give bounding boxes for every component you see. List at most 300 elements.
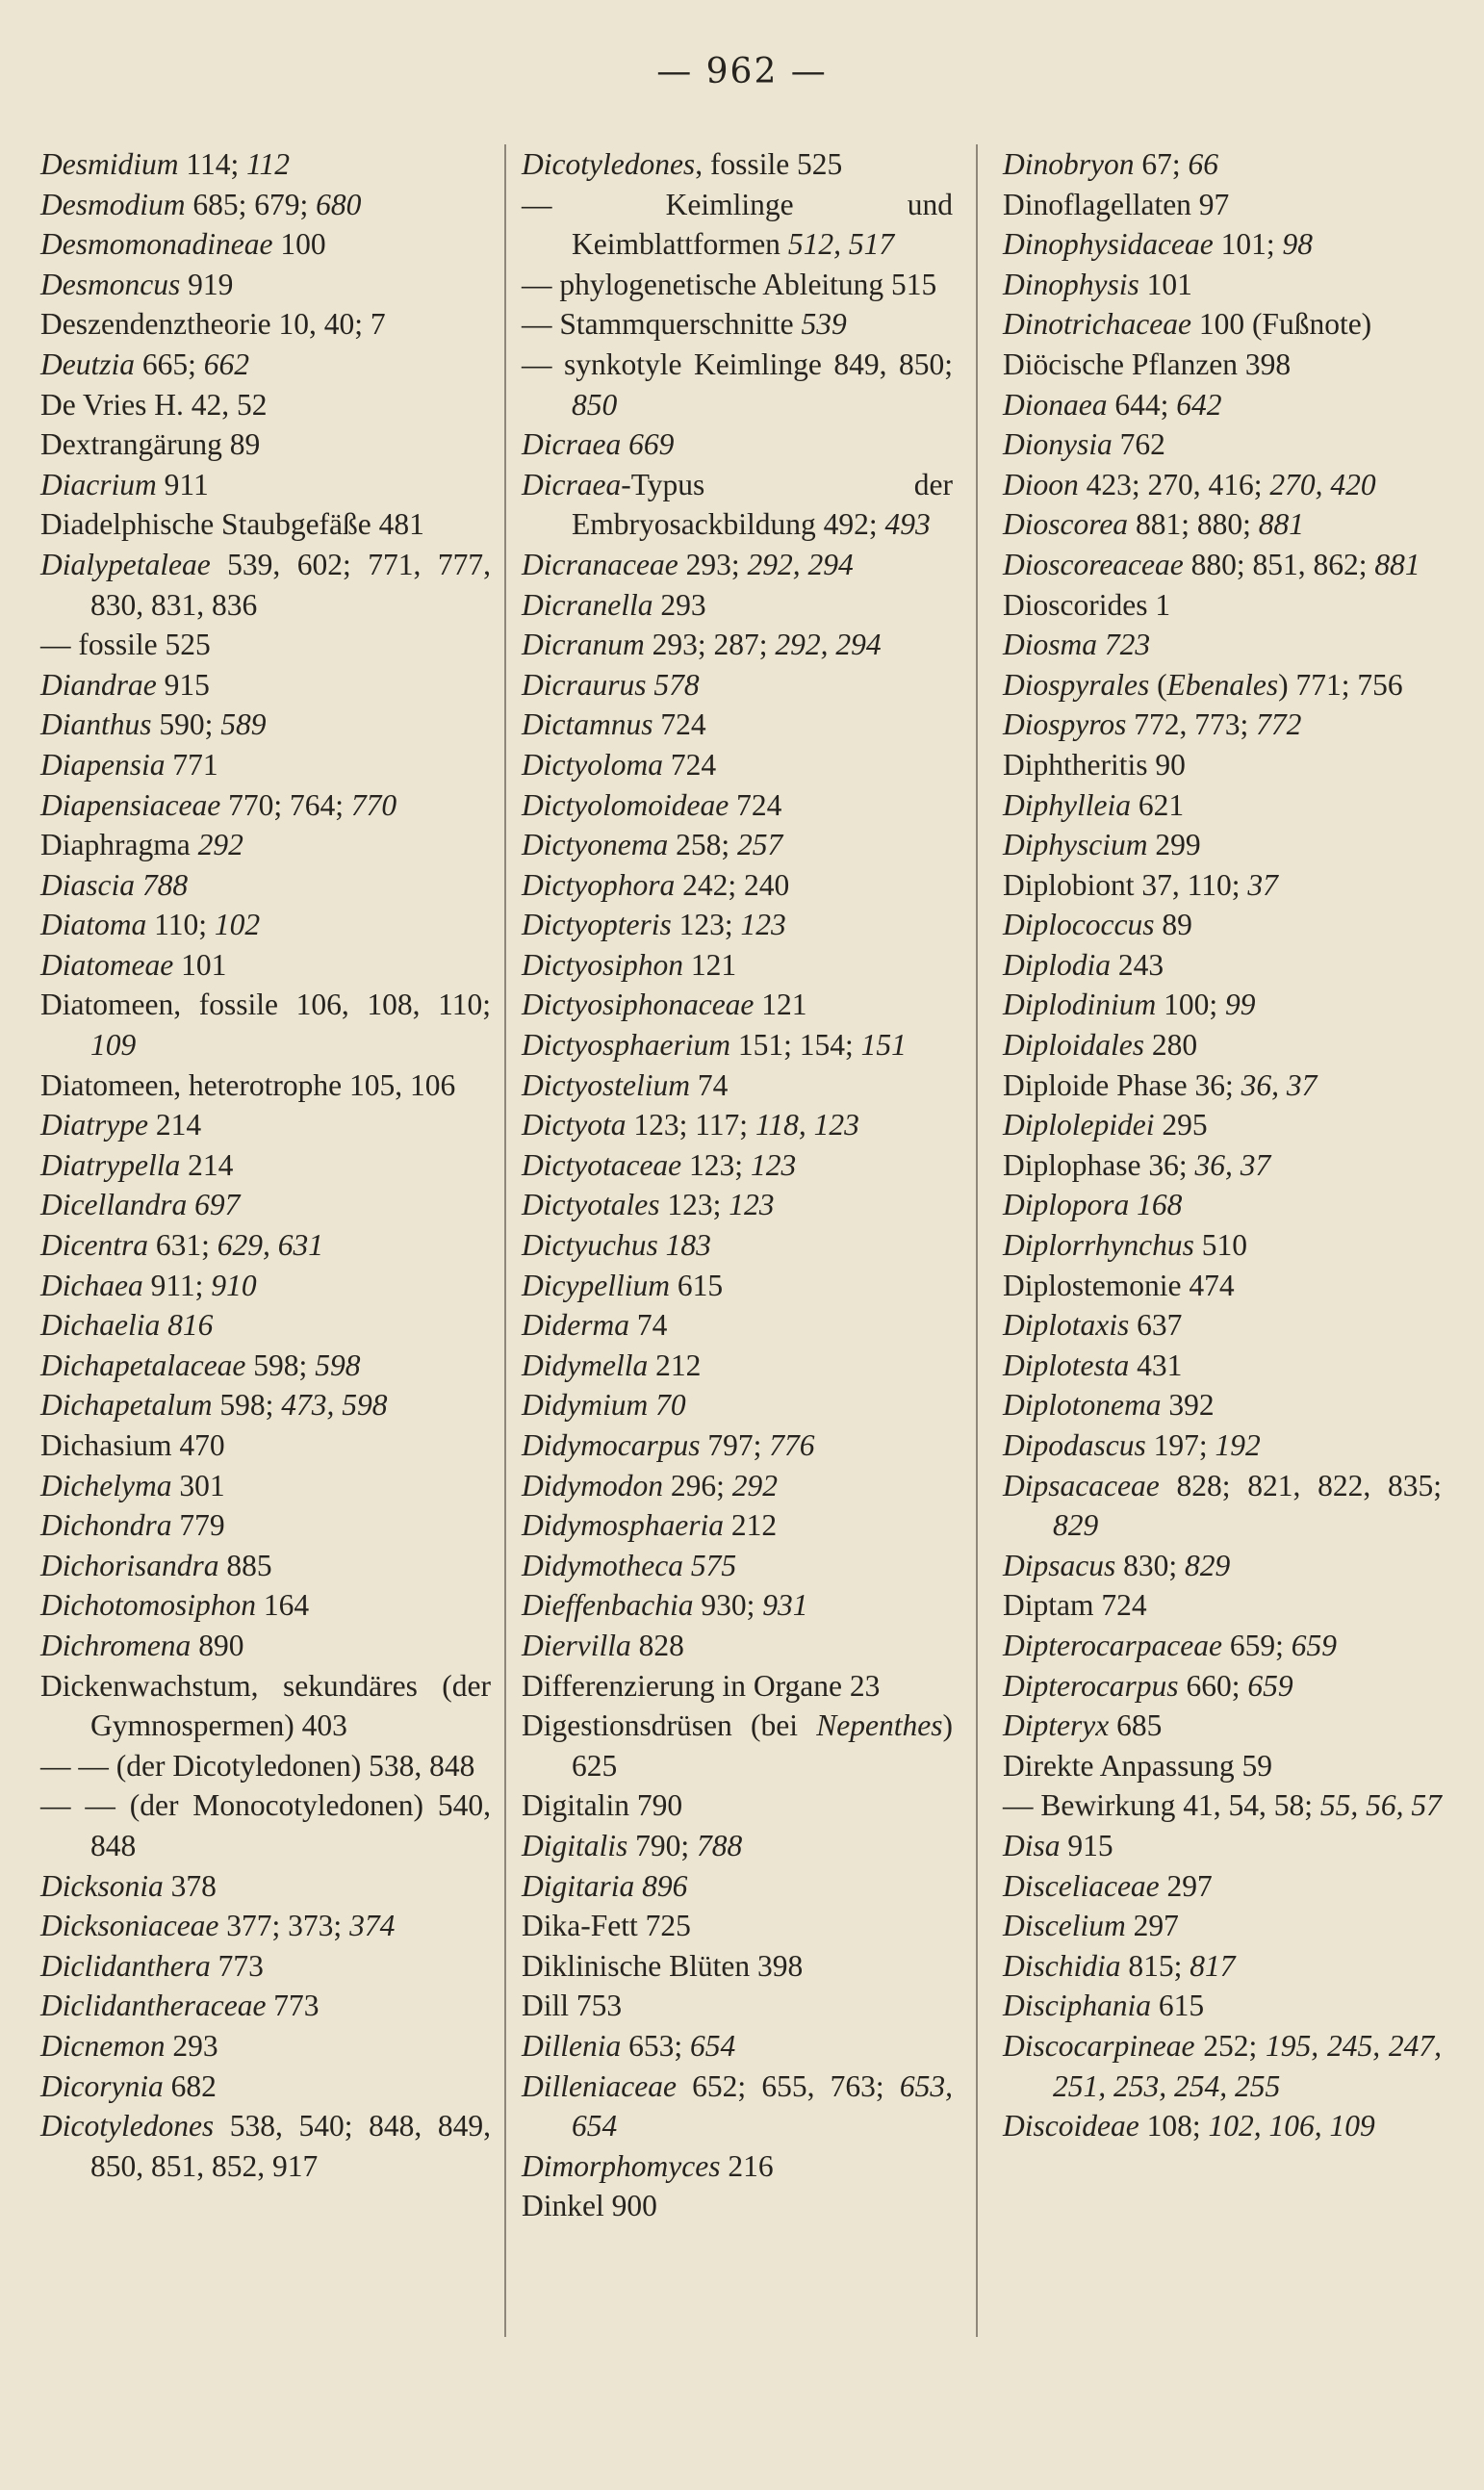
entry-italic-text: Dicranum (522, 628, 645, 662)
index-entry (522, 1546, 953, 1586)
entry-italic-text: Diplodia (1003, 947, 1112, 982)
entry-italic-text: 270, 420 (1269, 467, 1376, 501)
entry-text: 539, 602; 771, 777, 830, 831, 836 (90, 547, 491, 622)
entry-italic-text: Dipteryx (1003, 1708, 1110, 1743)
index-entry (522, 1185, 953, 1225)
entry-text: — — (der Dicotyledonen) 538, 848 (40, 1748, 475, 1783)
entry-text: 598; (245, 1348, 316, 1382)
entry-text: 815; (1120, 1948, 1190, 1983)
entry-italic-text: 659 (1247, 1668, 1293, 1703)
entry-text: 100 (272, 227, 326, 262)
entry-text: 297 (1125, 1909, 1179, 1943)
index-entry (522, 905, 953, 945)
index-entry (1003, 625, 1442, 665)
entry-text: 293 (165, 2028, 218, 2063)
entry-italic-text: 112 (246, 147, 291, 181)
entry-italic-text: Diatoma (40, 908, 147, 942)
entry-italic-text: Didymocarpus (522, 1428, 701, 1462)
entry-italic-text: Deutzia (40, 347, 135, 381)
entry-text: ( (1149, 667, 1167, 702)
entry-italic-text: Diosma (1003, 628, 1098, 662)
entry-text (634, 1869, 642, 1903)
entry-text: 101; (1213, 227, 1283, 262)
entry-text: Diaphragma (40, 828, 198, 862)
index-entry (40, 545, 491, 625)
index-entry (1003, 545, 1442, 585)
entry-text: Dickenwachstum, sekundäres (der Gymnospermen) 403 (40, 1668, 491, 1743)
index-entry (522, 985, 953, 1025)
entry-italic-text: Diploidales (1003, 1028, 1144, 1063)
index-entry (1003, 785, 1442, 826)
entry-text (135, 868, 142, 902)
entry-italic-text: Dinobryon (1003, 147, 1135, 181)
entry-italic-text: Dipterocarpaceae (1003, 1628, 1223, 1662)
index-entry (522, 665, 953, 706)
entry-text: 779 (171, 1508, 225, 1543)
entry-italic-text: 151 (860, 1028, 907, 1063)
entry-italic-text: Diderma (522, 1308, 629, 1343)
index-entry (1003, 1305, 1442, 1346)
index-entry (1003, 1866, 1442, 1907)
entry-italic-text: Didymium (522, 1388, 649, 1423)
entry-text: 123; (671, 908, 741, 942)
entry-italic-text: Diplorrhynchus (1003, 1228, 1194, 1263)
entry-text: 101 (1139, 267, 1192, 301)
entry-text (658, 1228, 666, 1262)
entry-text: 590; (151, 707, 221, 742)
index-column-3 (1003, 144, 1442, 2146)
entry-text (683, 1549, 691, 1582)
index-entry (522, 304, 953, 345)
entry-italic-text: 102 (214, 908, 261, 942)
entry-italic-text: Dicotyledones (522, 147, 696, 181)
entry-italic-text: Desmoncus (40, 267, 181, 301)
index-entry (40, 1986, 491, 2026)
entry-italic-text: 589 (220, 707, 267, 742)
index-entry (40, 1626, 491, 1666)
entry-italic-text: 109 (90, 1028, 137, 1063)
index-entry (1003, 705, 1442, 745)
entry-text: 881; 880; (1128, 507, 1259, 542)
entry-italic-text: Dionaea (1003, 387, 1108, 422)
entry-italic-text: Diospyrales (1003, 667, 1150, 702)
entry-text: 682 (163, 2068, 217, 2103)
entry-text (1097, 628, 1105, 661)
entry-text: 212 (648, 1348, 702, 1382)
entry-text: 685; 679; (185, 187, 317, 221)
entry-italic-text: Diplolepidei (1003, 1108, 1155, 1142)
index-entry (40, 224, 491, 265)
index-entry (40, 945, 491, 986)
index-entry (40, 985, 491, 1065)
entry-text (1129, 1188, 1137, 1221)
entry-text: 258; (668, 828, 737, 862)
index-entry (1003, 345, 1442, 385)
entry-text: -Typus der Embryosackbildung 492; (572, 467, 953, 542)
entry-italic-text: Didymodon (522, 1468, 663, 1502)
entry-italic-text: 788 (141, 867, 189, 902)
entry-italic-text: Dicentra (40, 1228, 148, 1263)
entry-text: 598; (212, 1388, 282, 1423)
index-entry (1003, 185, 1442, 225)
entry-italic-text: Dictyosphaerium (522, 1028, 730, 1063)
entry-text: 67; (1134, 147, 1189, 181)
entry-text: 293; (678, 547, 748, 581)
index-entry (1003, 1906, 1442, 1946)
index-entry (1003, 865, 1442, 906)
entry-text: 301 (171, 1468, 225, 1502)
entry-italic-text: Dipodascus (1003, 1428, 1146, 1462)
entry-italic-text: Dictyolomoideae (522, 787, 729, 822)
entry-text: 242; 240 (675, 867, 790, 902)
index-entry (522, 185, 953, 265)
index-entry (522, 745, 953, 785)
entry-italic-text: Dischidia (1003, 1948, 1121, 1983)
index-entry (522, 1466, 953, 1506)
entry-italic-text: Diplotaxis (1003, 1308, 1130, 1343)
entry-italic-text: Dionysia (1003, 427, 1113, 462)
entry-text: 212 (723, 1508, 778, 1543)
entry-italic-text: 931 (762, 1588, 808, 1623)
index-entry (1003, 1546, 1442, 1586)
index-entry (522, 625, 953, 665)
entry-text: 101 (173, 947, 227, 982)
index-entry (40, 745, 491, 785)
entry-italic-text: 896 (642, 1868, 688, 1903)
index-entry (1003, 265, 1442, 305)
entry-italic-text: 118, 123 (755, 1108, 859, 1142)
entry-italic-text: Dioon (1003, 467, 1079, 501)
entry-italic-text: Dictyonema (522, 828, 669, 862)
index-entry (40, 2026, 491, 2066)
entry-text: Differenzierung in Organe 23 (522, 1668, 881, 1703)
entry-text: 121 (682, 947, 737, 982)
entry-text: 123; (681, 1147, 751, 1182)
index-entry (40, 865, 491, 906)
entry-italic-text: 829 (1053, 1508, 1099, 1543)
entry-italic-text: Diapensia (40, 747, 166, 782)
entry-italic-text: Diospyros (1003, 707, 1127, 742)
index-entry (522, 1706, 953, 1785)
index-entry (1003, 1385, 1442, 1425)
entry-italic-text: Dicorynia (40, 2068, 164, 2103)
index-entry (40, 1266, 491, 1306)
index-entry (40, 2106, 491, 2186)
entry-italic-text: Desmidium (40, 147, 179, 181)
index-entry (40, 1746, 491, 1786)
entry-italic-text: 910 (211, 1268, 257, 1302)
index-entry (522, 265, 953, 305)
entry-italic-text: Dichapetalaceae (40, 1348, 246, 1382)
entry-italic-text: 881 (1374, 547, 1420, 581)
entry-text: Dika-Fett 725 (522, 1909, 691, 1943)
entry-text: 100 (Fußnote) (1190, 307, 1372, 342)
index-entry (522, 1946, 953, 1987)
entry-text: Diphtheritis 90 (1003, 747, 1186, 782)
entry-text: 108; (1139, 2109, 1209, 2143)
entry-italic-text: Dilleniaceae (522, 2068, 677, 2103)
entry-italic-text: Dicotyledones (40, 2109, 215, 2143)
entry-text: — Bewirkung 41, 54, 58; (1003, 1788, 1320, 1823)
entry-italic-text: Dictamnus (522, 707, 653, 742)
index-entry (40, 185, 491, 225)
entry-text: 114; (178, 147, 247, 181)
entry-text: 293; 287; (644, 628, 776, 662)
index-entry (40, 1346, 491, 1386)
entry-text: 772, 773; (1126, 707, 1257, 742)
entry-text: ) 771; 756 (1278, 667, 1403, 702)
entry-italic-text: 816 (167, 1308, 214, 1343)
entry-italic-text: 653, 654 (572, 2068, 953, 2143)
entry-italic-text: Dictyuchus (522, 1228, 658, 1263)
index-entry (40, 345, 491, 385)
entry-italic-text: 642 (1176, 387, 1222, 422)
index-entry (1003, 1266, 1442, 1306)
entry-italic-text: 192 (1215, 1428, 1261, 1462)
index-entry (522, 1785, 953, 1826)
index-entry (522, 1505, 953, 1546)
entry-italic-text: 788 (697, 1828, 743, 1862)
entry-text: 280 (1144, 1028, 1198, 1063)
entry-italic-text: Diplotesta (1003, 1348, 1130, 1382)
entry-text: 659; (1222, 1628, 1292, 1662)
entry-text: 828; 821, 822, 835; (1159, 1468, 1442, 1502)
index-entry (522, 2026, 953, 2066)
index-entry (1003, 945, 1442, 986)
entry-italic-text: Dioscoreaceae (1003, 547, 1184, 581)
entry-text: 214 (180, 1147, 234, 1182)
entry-text: 123; (659, 1188, 729, 1222)
entry-italic-text: Dictyoloma (522, 747, 663, 782)
index-entry (1003, 1425, 1442, 1466)
entry-text: — Keimlinge und Keimblattformen (522, 187, 953, 262)
entry-italic-text: 598 (315, 1348, 361, 1382)
entry-text: 880; 851, 862; (1183, 547, 1375, 581)
index-entry (1003, 1626, 1442, 1666)
entry-text: 773 (266, 1989, 320, 2023)
entry-text: 123; 117; (626, 1108, 755, 1142)
index-entry (522, 585, 953, 626)
index-entry (522, 144, 953, 185)
entry-text: Diplostemonie 474 (1003, 1268, 1235, 1302)
entry-italic-text: 512, 517 (787, 227, 895, 262)
entry-italic-text: 575 (690, 1548, 737, 1582)
entry-italic-text: 493 (884, 507, 931, 542)
entry-text: — fossile 525 (40, 628, 211, 662)
entry-text: — — (der Monocotyledonen) 540, 848 (40, 1788, 491, 1862)
index-entry (522, 345, 953, 424)
index-entry (522, 1305, 953, 1346)
index-entry (40, 304, 491, 345)
entry-italic-text: Diandrae (40, 667, 157, 702)
entry-italic-text: Dipsacaceae (1003, 1468, 1160, 1502)
entry-text (621, 427, 628, 461)
entry-italic-text: Diclidantheraceae (40, 1989, 267, 2023)
index-entry (522, 1385, 953, 1425)
entry-italic-text: 659 (1291, 1628, 1338, 1662)
index-entry (40, 1906, 491, 1946)
entry-italic-text: 123 (740, 908, 786, 942)
entry-italic-text: Dictyota (522, 1108, 627, 1142)
index-entry (1003, 144, 1442, 185)
entry-italic-text: 850 (572, 387, 618, 422)
index-entry (40, 465, 491, 505)
entry-text: 252; (1194, 2028, 1267, 2063)
entry-italic-text: Discocarpineae (1003, 2028, 1195, 2063)
index-entry (40, 1466, 491, 1506)
entry-text: 216 (720, 2148, 774, 2183)
index-entry (1003, 745, 1442, 785)
entry-italic-text: Dinotrichaceae (1003, 307, 1191, 342)
entry-text: Diplophase 36; (1003, 1147, 1195, 1182)
entry-italic-text: 37 (1247, 867, 1278, 902)
entry-text: 830; (1115, 1548, 1186, 1582)
entry-italic-text: 662 (203, 347, 250, 381)
entry-text: 665; (135, 347, 204, 381)
entry-italic-text: 680 (316, 187, 362, 221)
index-entry (40, 1105, 491, 1145)
entry-italic-text: Dillenia (522, 2028, 622, 2063)
index-entry (40, 1866, 491, 1907)
entry-text: — synkotyle Keimlinge 849, 850; (522, 347, 953, 381)
entry-text: 377; 373; (218, 1909, 350, 1943)
entry-italic-text: 98 (1282, 227, 1313, 262)
index-entry (522, 1826, 953, 1866)
entry-italic-text: Desmodium (40, 187, 186, 221)
index-entry (40, 504, 491, 545)
index-entry (1003, 385, 1442, 425)
index-entry (1003, 1185, 1442, 1225)
entry-text: 724 (652, 707, 706, 742)
index-entry (40, 1145, 491, 1186)
index-entry (40, 1225, 491, 1266)
entry-italic-text: Dicraurus (522, 667, 647, 702)
entry-text: 644; (1107, 387, 1177, 422)
entry-text: 423; 270, 416; (1078, 467, 1270, 501)
index-entry (522, 2146, 953, 2187)
column-divider (504, 144, 506, 2337)
index-entry (522, 1145, 953, 1186)
index-entry (1003, 1145, 1442, 1186)
entry-text: 151; 154; (729, 1028, 861, 1063)
entry-italic-text: Dicraea (522, 427, 622, 462)
index-entry (522, 705, 953, 745)
index-entry (522, 465, 953, 545)
entry-text: 911 (156, 467, 209, 501)
index-entry (522, 545, 953, 585)
entry-text: 197; (1145, 1428, 1215, 1462)
entry-italic-text: 374 (349, 1909, 396, 1943)
entry-text (648, 1388, 655, 1422)
index-entry (1003, 1225, 1442, 1266)
entry-text: 214 (147, 1108, 202, 1142)
entry-italic-text: Dianthus (40, 707, 152, 742)
index-entry (40, 1505, 491, 1546)
entry-italic-text: 881 (1258, 507, 1304, 542)
entry-text (160, 1308, 167, 1342)
entry-italic-text: Dichelyma (40, 1468, 172, 1502)
entry-italic-text: 669 (628, 427, 675, 462)
entry-italic-text: Dinophysidaceae (1003, 227, 1214, 262)
entry-italic-text: Dicksonia (40, 1868, 164, 1903)
entry-italic-text: Diplotonema (1003, 1388, 1162, 1423)
entry-text: 89 (1154, 908, 1192, 942)
entry-text: 295 (1154, 1108, 1208, 1142)
page-number: — 962 — (656, 52, 828, 91)
entry-text: 297 (1159, 1868, 1213, 1903)
index-entry (40, 1065, 491, 1106)
entry-italic-text: Diphylleia (1003, 787, 1131, 822)
entry-italic-text: Dichaelia (40, 1308, 161, 1343)
index-entry (1003, 1706, 1442, 1746)
index-entry (522, 1225, 953, 1266)
entry-italic-text: Diclidanthera (40, 1948, 211, 1983)
entry-text: Digestionsdrüsen (bei (522, 1708, 817, 1743)
index-entry (522, 1866, 953, 1907)
index-entry (1003, 2026, 1442, 2106)
index-column-2 (522, 144, 953, 2226)
entry-italic-text: 772 (1256, 707, 1302, 742)
entry-italic-text: 66 (1188, 147, 1219, 181)
index-entry (522, 825, 953, 865)
entry-text: 653; (621, 2028, 691, 2063)
entry-italic-text: Dictyostelium (522, 1067, 690, 1102)
entry-italic-text: Discoideae (1003, 2109, 1139, 2143)
entry-text: 724 (662, 747, 717, 782)
index-entry (522, 1025, 953, 1065)
index-entry (40, 385, 491, 425)
index-entry (522, 865, 953, 906)
entry-text: — phylogenetische Ableitung 515 (522, 267, 937, 301)
entry-italic-text: 539 (801, 307, 847, 342)
index-entry (1003, 1105, 1442, 1145)
entry-text: Diatomeen, heterotrophe 105, 106 (40, 1067, 456, 1102)
entry-italic-text: 776 (769, 1428, 815, 1462)
entry-text: 615 (669, 1268, 724, 1302)
entry-italic-text: Diplopora (1003, 1188, 1130, 1222)
entry-italic-text: 629, 631 (217, 1228, 323, 1263)
entry-text: 930; (693, 1588, 763, 1623)
entry-italic-text: 102, 106, 109 (1208, 2109, 1375, 2143)
entry-italic-text: 697 (194, 1188, 241, 1222)
entry-text: Dinoflagellaten 97 (1003, 187, 1230, 221)
entry-italic-text: Dicnemon (40, 2028, 166, 2063)
entry-italic-text: Diervilla (522, 1628, 631, 1662)
entry-italic-text: Dictyopteris (522, 908, 672, 942)
entry-text: Diadelphische Staubgefäße 481 (40, 507, 424, 542)
entry-italic-text: Dichondra (40, 1508, 172, 1543)
index-entry (522, 1105, 953, 1145)
index-entry (1003, 2106, 1442, 2146)
entry-italic-text: Disciphania (1003, 1989, 1151, 2023)
entry-italic-text: 770 (350, 787, 397, 822)
entry-italic-text: 292 (197, 828, 243, 862)
entry-text: Dextrangärung 89 (40, 427, 261, 462)
index-entry (1003, 1065, 1442, 1106)
entry-italic-text: 578 (653, 667, 700, 702)
entry-italic-text: 654 (690, 2028, 736, 2063)
entry-italic-text: Ebenales (1166, 667, 1279, 702)
index-entry (40, 705, 491, 745)
index-entry (1003, 304, 1442, 345)
entry-text: Dill 753 (522, 1989, 623, 2023)
entry-italic-text: Digitalis (522, 1828, 628, 1862)
entry-italic-text: 473, 598 (281, 1388, 388, 1423)
entry-text: 621 (1130, 787, 1185, 822)
entry-text: De Vries H. 42, 52 (40, 387, 268, 422)
entry-text: 828 (630, 1628, 684, 1662)
index-entry (40, 144, 491, 185)
